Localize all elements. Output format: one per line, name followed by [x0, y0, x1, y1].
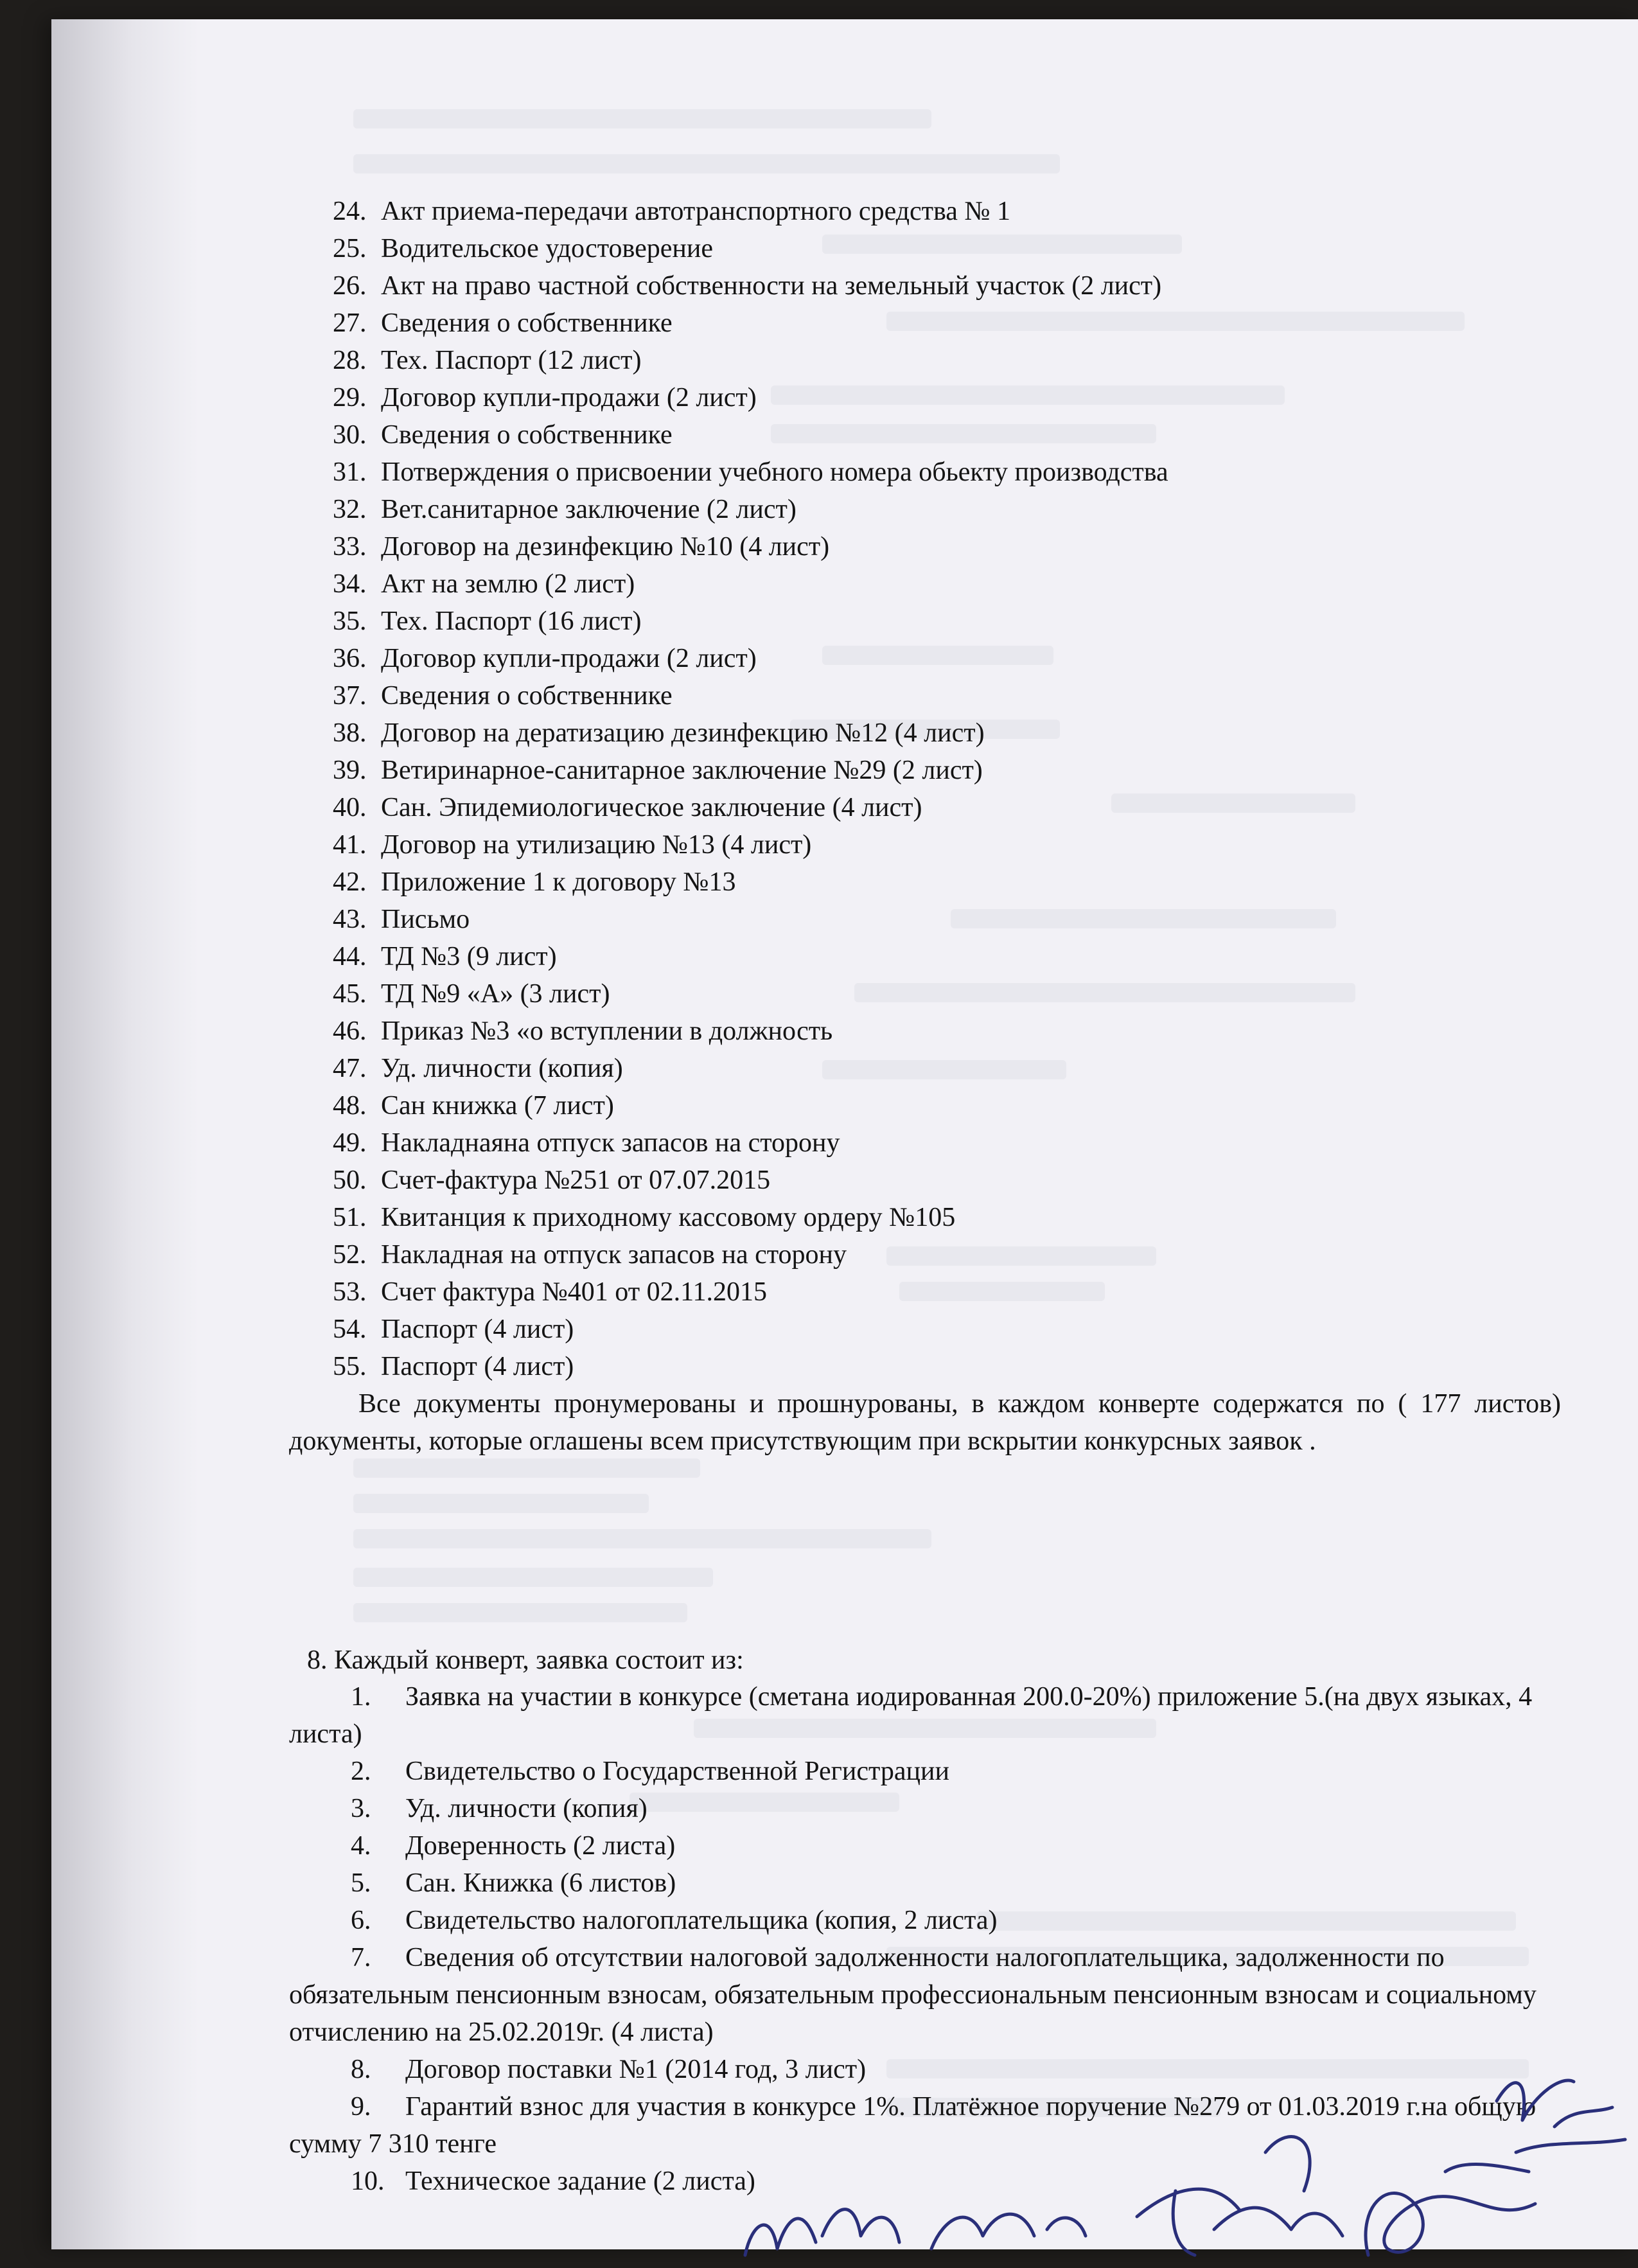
list-item	[333, 752, 1168, 789]
item-text: Тех. Паспорт (12 лист)	[381, 346, 642, 375]
list-item	[289, 1753, 1561, 1790]
item-number: 52.	[333, 1240, 367, 1270]
item-text: Сан книжка (7 лист)	[381, 1091, 614, 1121]
item-number: 47.	[333, 1054, 367, 1083]
list-item	[333, 975, 1168, 1013]
item-number: 46.	[333, 1016, 367, 1046]
list-item	[333, 1013, 1168, 1050]
list-item	[333, 901, 1168, 938]
item-number: 3.	[351, 1794, 371, 1823]
item-text: Сан. Эпидемиологическое заключение (4 лист)	[381, 793, 922, 822]
item-text: Заявка на участии в конкурсе (сметана иодированная 200.0-20%) приложение 5.(на двух языках, 4 листа)	[289, 1682, 1533, 1749]
item-number: 8.	[351, 2055, 371, 2084]
list-item	[333, 491, 1168, 528]
list-item	[333, 454, 1168, 491]
list-item	[333, 789, 1168, 826]
item-text: Акт на право частной собственности на земельный участок (2 лист)	[381, 271, 1162, 301]
list-item	[333, 1348, 1168, 1385]
item-text: Приказ №3 «о вступлении в должность	[381, 1016, 833, 1046]
item-number: 30.	[333, 420, 367, 450]
list-item	[333, 640, 1168, 677]
item-number: 33.	[333, 532, 367, 562]
item-number: 9.	[351, 2092, 371, 2122]
signature-1	[745, 2210, 899, 2255]
item-text: Сан. Книжка (6 листов)	[405, 1868, 676, 1898]
item-text: Накладнаяна отпуск запасов на сторону	[381, 1128, 840, 1158]
item-number: 35.	[333, 607, 367, 636]
list-item	[333, 1236, 1168, 1273]
item-text: Счет фактура №401 от 02.11.2015	[381, 1277, 768, 1307]
item-number: 43.	[333, 905, 367, 934]
summary-paragraph: Все документы пронумерованы и прошнурованы, в каждом конверте содержатся по ( 177 листов) документы, которые оглашены всем присутствующим при вскрытии конкурсных заявок .	[289, 1389, 1561, 1456]
item-text: Договор на дератизацию дезинфекцию №12 (4 лист)	[381, 718, 985, 748]
list-item	[333, 528, 1168, 565]
item-number: 2.	[351, 1757, 371, 1786]
item-text: Гарантий взнос для участия в конкурсе 1%. Платёжное поручение №279 от 01.03.2019 г.на общую сумму 7 310 тенге	[289, 2092, 1537, 2159]
list-item	[333, 1311, 1168, 1348]
item-text: Паспорт (4 лист)	[381, 1315, 574, 1344]
item-number: 6.	[351, 1906, 371, 1935]
item-number: 1.	[351, 1682, 371, 1712]
signature-3	[1137, 2137, 1343, 2255]
item-text: Потверждения о присвоении учебного номера обьекту производства	[381, 457, 1168, 487]
list-item	[333, 1162, 1168, 1199]
list-item	[289, 1678, 1561, 1753]
item-number: 27.	[333, 308, 367, 338]
item-number: 31.	[333, 457, 367, 487]
item-text: ТД №9 «А» (3 лист)	[381, 979, 610, 1009]
signature-2	[931, 2214, 1086, 2249]
list-item	[333, 864, 1168, 901]
item-text: Договор поставки №1 (2014 год, 3 лист)	[405, 2055, 867, 2084]
list-item	[333, 267, 1168, 305]
signature-5	[1497, 2080, 1625, 2152]
item-number: 7.	[351, 1943, 371, 1972]
item-number: 55.	[333, 1352, 367, 1381]
item-text: Накладная на отпуск запасов на сторону	[381, 1240, 847, 1270]
item-text: Свидетельство о Государственной Регистрации	[405, 1757, 949, 1786]
item-number: 25.	[333, 234, 367, 263]
list-item	[333, 305, 1168, 342]
list-item	[289, 1902, 1561, 1939]
item-number: 10.	[351, 2166, 385, 2196]
item-number: 42.	[333, 867, 367, 897]
item-number: 40.	[333, 793, 367, 822]
item-number: 50.	[333, 1165, 367, 1195]
item-number: 48.	[333, 1091, 367, 1121]
section-heading: 8. Каждый конверт, заявка состоит из:	[307, 1645, 744, 1675]
item-number: 28.	[333, 346, 367, 375]
item-text: Квитанция к приходному кассовому ордеру №105	[381, 1203, 956, 1232]
item-text: Водительское удостоверение	[381, 234, 714, 263]
item-number: 24.	[333, 197, 367, 226]
item-text: Уд. личности (копия)	[381, 1054, 623, 1083]
item-text: Акт приема-передачи автотранспортного средства № 1	[381, 197, 1011, 226]
item-number: 39.	[333, 756, 367, 785]
item-text: Свидетельство налогоплательщика (копия, 2 листа)	[405, 1906, 998, 1935]
item-number: 37.	[333, 681, 367, 711]
list-item	[333, 714, 1168, 752]
item-number: 45.	[333, 979, 367, 1009]
item-text: Сведения о собственнике	[381, 308, 673, 338]
item-number: 41.	[333, 830, 367, 860]
item-text: Техническое задание (2 листа)	[405, 2166, 755, 2196]
item-text: Акт на землю (2 лист)	[381, 569, 635, 599]
item-number: 4.	[351, 1831, 371, 1861]
item-number: 53.	[333, 1277, 367, 1307]
list-item	[333, 565, 1168, 603]
document-page	[51, 19, 1638, 2249]
item-text: Договор на дезинфекцию №10 (4 лист)	[381, 532, 830, 562]
item-text: Приложение 1 к договору №13	[381, 867, 736, 897]
list-item	[333, 342, 1168, 379]
list-item	[333, 938, 1168, 975]
item-number: 51.	[333, 1203, 367, 1232]
item-number: 34.	[333, 569, 367, 599]
item-text: Договор на утилизацию №13 (4 лист)	[381, 830, 812, 860]
item-text: Уд. личности (копия)	[405, 1794, 647, 1823]
item-number: 36.	[333, 644, 367, 673]
item-number: 32.	[333, 495, 367, 524]
item-text: Письмо	[381, 905, 470, 934]
item-text: Тех. Паспорт (16 лист)	[381, 607, 642, 636]
item-number: 5.	[351, 1868, 371, 1898]
document-list-continued	[333, 193, 1168, 1385]
item-text: Ветиринарное-санитарное заключение №29 (2 лист)	[381, 756, 983, 785]
list-item	[333, 379, 1168, 416]
list-item	[333, 193, 1168, 230]
signature-4	[1366, 2164, 1535, 2255]
handwritten-signatures	[726, 2043, 1638, 2268]
item-text: ТД №3 (9 лист)	[381, 942, 557, 971]
item-number: 44.	[333, 942, 367, 971]
list-item	[333, 603, 1168, 640]
list-item	[333, 1050, 1168, 1087]
item-text: Счет-фактура №251 от 07.07.2015	[381, 1165, 771, 1195]
item-number: 38.	[333, 718, 367, 748]
item-number: 54.	[333, 1315, 367, 1344]
list-item	[333, 416, 1168, 454]
list-item	[333, 1273, 1168, 1311]
list-item	[333, 1199, 1168, 1236]
document-content	[51, 19, 1638, 2249]
list-item	[333, 826, 1168, 864]
item-number: 49.	[333, 1128, 367, 1158]
item-number: 26.	[333, 271, 367, 301]
item-text: Доверенность (2 листа)	[405, 1831, 676, 1861]
item-text: Сведения о собственнике	[381, 420, 673, 450]
list-item	[333, 230, 1168, 267]
list-item	[333, 1124, 1168, 1162]
item-text: Договор купли-продажи (2 лист)	[381, 383, 757, 412]
item-text: Сведения об отсутствии налоговой задолженности налогоплательщика, задолженности по обязательным пенсионным взносам, обязательным профессиональным пенсионным взносам и социальному отчислению на 25.02.2019г. (4 листа)	[289, 1943, 1537, 2047]
list-item	[333, 677, 1168, 714]
list-item	[289, 1939, 1561, 2051]
list-item	[289, 1827, 1561, 1865]
item-number: 29.	[333, 383, 367, 412]
list-item	[289, 1790, 1561, 1827]
list-item	[289, 1865, 1561, 1902]
item-text: Договор купли-продажи (2 лист)	[381, 644, 757, 673]
item-text: Паспорт (4 лист)	[381, 1352, 574, 1381]
item-text: Вет.санитарное заключение (2 лист)	[381, 495, 797, 524]
item-text: Сведения о собственнике	[381, 681, 673, 711]
list-item	[333, 1087, 1168, 1124]
